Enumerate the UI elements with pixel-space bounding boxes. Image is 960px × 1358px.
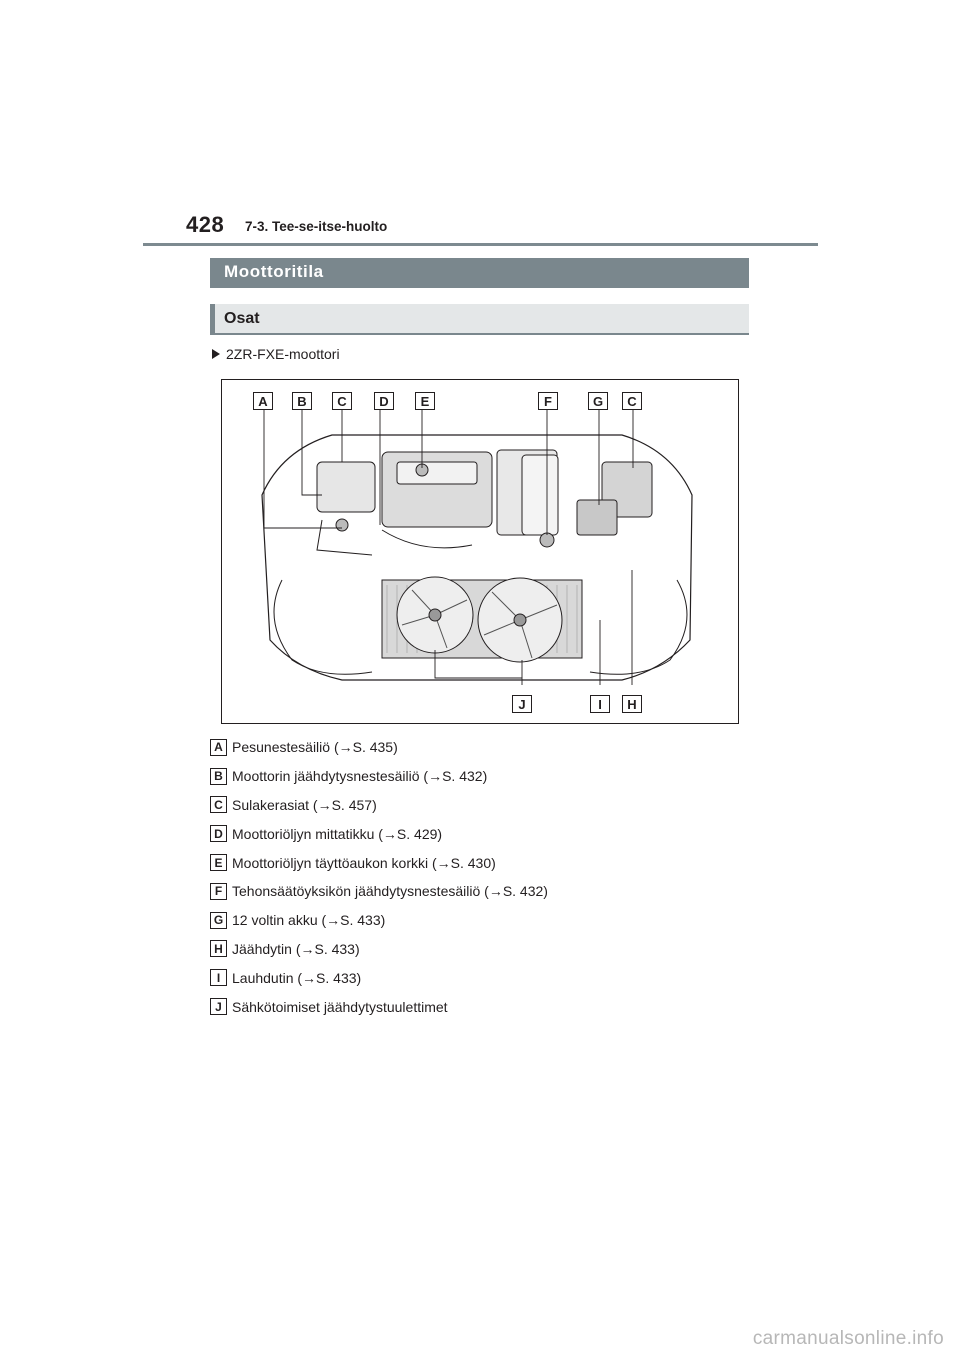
part-letter-badge: C (210, 796, 227, 813)
parts-list (210, 733, 548, 1021)
engine-variant (212, 346, 340, 362)
callout-g: G (588, 392, 608, 410)
list-item (210, 992, 548, 1021)
part-letter-badge: J (210, 998, 227, 1015)
part-description: Sähkötoimiset jäähdytystuulettimet (232, 998, 448, 1015)
section-title: Moottoritila (224, 262, 324, 281)
callout-h: H (622, 695, 642, 713)
page-number: 428 (186, 212, 225, 237)
list-item (210, 963, 548, 992)
list-item (210, 935, 548, 964)
list-item (210, 791, 548, 820)
callout-d: D (374, 392, 394, 410)
subsection-accent (210, 304, 215, 333)
header-divider (143, 243, 818, 246)
list-item (210, 733, 548, 762)
list-item (210, 848, 548, 877)
callout-a: A (253, 392, 273, 410)
section-title-bar (210, 258, 749, 288)
engine-variant-label: 2ZR-FXE-moottori (226, 346, 340, 362)
part-description: Pesunestesäiliö (→S. 435) (232, 739, 398, 756)
part-letter-badge: H (210, 940, 227, 957)
part-description: Sulakerasiat (→S. 457) (232, 796, 377, 813)
part-letter-badge: G (210, 912, 227, 929)
part-description: Moottorin jäähdytysnestesäiliö (→S. 432) (232, 768, 488, 785)
list-item (210, 762, 548, 791)
list-item (210, 906, 548, 935)
callout-c-second: C (622, 392, 642, 410)
part-description: Moottoriöljyn mittatikku (→S. 429) (232, 825, 443, 842)
part-letter-badge: D (210, 825, 227, 842)
part-letter-badge: E (210, 854, 227, 871)
subsection-bar (210, 304, 749, 335)
callout-f: F (538, 392, 558, 410)
engine-bay-figure (221, 379, 739, 724)
subsection-title: Osat (224, 310, 260, 327)
callout-c: C (332, 392, 352, 410)
engine-bay-illustration (222, 380, 740, 725)
callout-e: E (415, 392, 435, 410)
part-letter-badge: I (210, 969, 227, 986)
watermark: carmanualsonline.info (752, 1328, 944, 1349)
callout-i: I (590, 695, 610, 713)
part-description: Moottoriöljyn täyttöaukon korkki (→S. 430) (232, 854, 496, 871)
part-letter-badge: A (210, 739, 227, 756)
callout-b: B (292, 392, 312, 410)
part-letter-badge: F (210, 883, 227, 900)
list-item (210, 819, 548, 848)
callout-j: J (512, 695, 532, 713)
list-item (210, 877, 548, 906)
part-description: 12 voltin akku (→S. 433) (232, 912, 386, 929)
part-letter-badge: B (210, 768, 227, 785)
part-description: Jäähdytin (→S. 433) (232, 940, 360, 957)
triangle-bullet-icon (212, 349, 220, 359)
part-description: Tehonsäätöyksikön jäähdytysnestesäiliö (→S. 432) (232, 883, 548, 900)
part-description: Lauhdutin (→S. 433) (232, 969, 362, 986)
section-reference: 7-3. Tee-se-itse-huolto (245, 219, 388, 234)
